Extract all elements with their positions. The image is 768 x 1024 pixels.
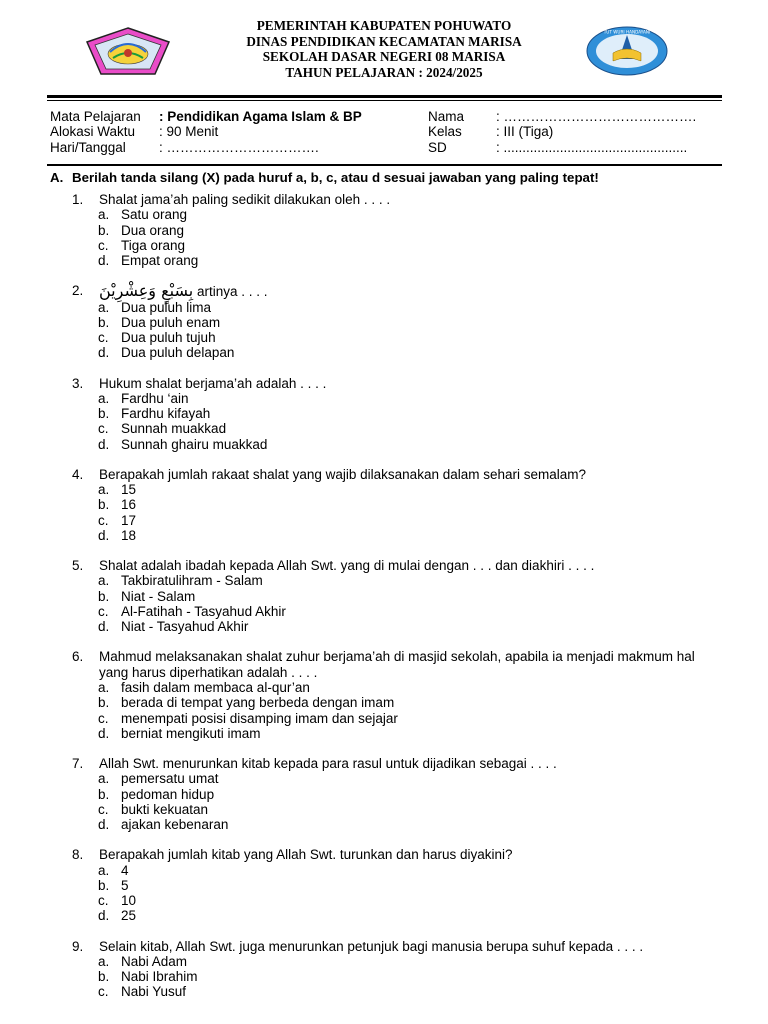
option-list [0, 207, 768, 268]
option-text: Dua puluh enam [121, 314, 221, 330]
option-text: Sunnah ghairu muakkad [121, 436, 268, 452]
header-divider-thick [47, 95, 722, 98]
info-divider [47, 164, 722, 166]
label-nama: Nama [428, 109, 465, 124]
option-letter: d. [98, 725, 110, 741]
option-d[interactable] [0, 908, 768, 923]
option-letter: c. [98, 710, 109, 726]
question-prompt: Mahmud melaksanakan shalat zuhur berjama’ah di masjid sekolah, apabila ia menjadi makmum hal yang harus diperhatikan adalah . . . . [99, 649, 695, 680]
option-c[interactable] [0, 984, 768, 999]
question-prompt: Berapakah jumlah rakaat shalat yang wajib dilaksanakan dalam sehari semalam? [99, 466, 587, 482]
question-prompt: artinya . . . . [196, 284, 268, 300]
option-letter: b. [98, 406, 110, 422]
option-list [0, 573, 768, 634]
option-letter: d. [98, 619, 110, 635]
option-d[interactable] [0, 253, 768, 268]
question-number: 3. [72, 375, 84, 391]
header-divider-thin [47, 100, 722, 101]
option-list [0, 482, 768, 543]
option-b[interactable] [0, 223, 768, 238]
option-letter: c. [98, 984, 109, 1000]
option-a[interactable] [0, 771, 768, 786]
question-6 [0, 649, 768, 741]
option-letter: d. [98, 908, 110, 924]
option-b[interactable] [0, 969, 768, 984]
option-c[interactable] [0, 513, 768, 528]
option-d[interactable] [0, 437, 768, 452]
option-text: Al-Fatihah - Tasyahud Akhir [121, 604, 286, 620]
question-2 [0, 283, 768, 360]
option-letter: a. [98, 573, 110, 589]
question-prompt: Allah Swt. menurunkan kitab kepada para rasul untuk dijadikan sebagai . . . . [99, 755, 557, 771]
question-text [99, 756, 719, 771]
question-number: 6. [72, 649, 84, 665]
option-letter: b. [98, 314, 110, 330]
option-letter: c. [98, 512, 109, 528]
option-letter: a. [98, 299, 110, 315]
question-text [99, 558, 719, 573]
option-text: Niat - Tasyahud Akhir [121, 619, 249, 635]
option-c[interactable] [0, 893, 768, 908]
option-letter: c. [98, 330, 109, 346]
option-letter: a. [98, 390, 110, 406]
option-text: 25 [121, 908, 137, 924]
question-4 [0, 467, 768, 543]
option-text: 4 [121, 862, 129, 878]
question-7 [0, 756, 768, 832]
option-c[interactable] [0, 604, 768, 619]
question-prompt: Shalat adalah ibadah kepada Allah Swt. yang di mulai dengan . . . dan diakhiri . . . . [99, 558, 595, 574]
question-text [99, 847, 719, 862]
option-letter: b. [98, 695, 110, 711]
option-text: Niat - Salam [121, 588, 196, 604]
option-letter: a. [98, 482, 110, 498]
header-line-2: DINAS PENDIDIKAN KECAMATAN MARISA [246, 33, 522, 49]
question-number: 9. [72, 938, 84, 954]
option-letter: d. [98, 253, 110, 269]
option-c[interactable] [0, 330, 768, 345]
option-letter: a. [98, 953, 110, 969]
option-text: 10 [121, 893, 137, 909]
option-c[interactable] [0, 421, 768, 436]
option-letter: b. [98, 588, 110, 604]
question-prompt: Hukum shalat berjama’ah adalah . . . . [99, 375, 327, 391]
option-b[interactable] [0, 589, 768, 604]
value-mata-pelajaran: : Pendidikan Agama Islam & BP [159, 109, 362, 124]
option-letter: a. [98, 680, 110, 695]
option-letter: c. [98, 893, 109, 909]
arabic-phrase: بِسَبْعٍ وَعِشْرِيْنَ [99, 281, 194, 301]
question-number: 7. [72, 755, 84, 771]
option-letter: d. [98, 817, 110, 833]
value-hari-tanggal: : ……………………………. [159, 139, 319, 155]
option-text: ajakan kebenaran [121, 817, 229, 833]
option-list [0, 954, 768, 1000]
value-sd: : ................................................. [496, 139, 688, 155]
option-letter: c. [98, 604, 109, 620]
info-left-labels [50, 109, 141, 155]
option-b[interactable] [0, 406, 768, 421]
value-alokasi-waktu: : 90 Menit [159, 124, 219, 140]
svg-text:TUT WURI HANDAYANI: TUT WURI HANDAYANI [603, 29, 651, 35]
option-text: bukti kekuatan [121, 801, 209, 817]
question-prompt: Berapakah jumlah kitab yang Allah Swt. turunkan dan harus diyakini? [99, 847, 513, 863]
info-left-values [159, 109, 362, 155]
option-text: fasih dalam membaca al-qur’an [121, 680, 310, 695]
option-text: menempati posisi disamping imam dan sejajar [121, 710, 398, 726]
option-letter: d. [98, 436, 110, 452]
option-text: berniat mengikuti imam [121, 725, 261, 741]
option-text: 5 [121, 877, 129, 893]
option-text: berada di tempat yang berbeda dengan imam [121, 695, 395, 711]
option-text: Dua puluh delapan [121, 345, 235, 361]
option-d[interactable] [0, 528, 768, 543]
option-a[interactable] [0, 680, 768, 695]
option-a[interactable] [0, 300, 768, 315]
option-text: Sunnah muakkad [121, 421, 227, 437]
label-sd: SD [428, 139, 447, 155]
option-text: Dua orang [121, 222, 185, 238]
question-list [0, 192, 768, 1015]
option-b[interactable] [0, 315, 768, 330]
question-3 [0, 376, 768, 452]
option-d[interactable] [0, 726, 768, 741]
option-letter: d. [98, 528, 110, 544]
option-text: Nabi Ibrahim [121, 969, 198, 985]
option-letter: b. [98, 877, 110, 893]
option-text: Takbiratulihram - Salam [121, 573, 263, 589]
question-number: 8. [72, 847, 84, 863]
option-c[interactable] [0, 802, 768, 817]
option-letter: b. [98, 969, 110, 985]
option-letter: c. [98, 421, 109, 437]
option-c[interactable] [0, 711, 768, 726]
question-8 [0, 847, 768, 923]
label-hari-tanggal: Hari/Tanggal [50, 139, 126, 155]
option-letter: c. [98, 237, 109, 253]
question-text [99, 649, 719, 680]
option-letter: c. [98, 801, 109, 817]
info-right-labels [428, 109, 464, 155]
option-d[interactable] [0, 345, 768, 360]
question-text [99, 376, 719, 391]
option-list [0, 300, 768, 361]
option-text: 17 [121, 512, 137, 528]
info-right-values [496, 109, 696, 155]
label-alokasi-waktu: Alokasi Waktu [50, 124, 136, 140]
question-1 [0, 192, 768, 268]
header-line-1: PEMERINTAH KABUPATEN POHUWATO [256, 18, 512, 33]
option-letter: a. [98, 771, 110, 787]
option-text: Fardhu kifayah [121, 406, 211, 422]
question-text [99, 467, 719, 482]
option-text: 16 [121, 497, 137, 513]
header-line-3: SEKOLAH DASAR NEGERI 08 MARISA [262, 49, 506, 64]
option-text: Fardhu ‘ain [121, 390, 189, 406]
question-number: 4. [72, 466, 84, 482]
option-text: pemersatu umat [121, 771, 219, 787]
option-b[interactable] [0, 497, 768, 512]
option-a[interactable] [0, 863, 768, 878]
option-text: pedoman hidup [121, 786, 215, 802]
option-b[interactable] [0, 787, 768, 802]
question-text [99, 283, 719, 299]
section-letter: A. [50, 170, 64, 185]
option-a[interactable] [0, 391, 768, 406]
question-5 [0, 558, 768, 634]
option-letter: a. [98, 207, 110, 223]
value-kelas: : III (Tiga) [496, 124, 554, 140]
question-prompt: Shalat jama’ah paling sedikit dilakukan oleh . . . . [99, 192, 391, 207]
option-text: 18 [121, 528, 137, 544]
question-text [99, 939, 719, 954]
option-text: Empat orang [121, 253, 199, 269]
option-b[interactable] [0, 695, 768, 710]
option-b[interactable] [0, 878, 768, 893]
option-d[interactable] [0, 817, 768, 832]
instruction-text: Berilah tanda silang (X) pada huruf a, b, c, atau d sesuai jawaban yang paling tepat! [72, 170, 599, 185]
option-c[interactable] [0, 238, 768, 253]
option-letter: b. [98, 497, 110, 513]
label-kelas: Kelas [428, 124, 462, 140]
option-text: Dua puluh tujuh [121, 330, 216, 346]
option-text: Tiga orang [121, 237, 186, 253]
option-list [0, 863, 768, 924]
question-number: 2. [72, 283, 84, 299]
option-list [0, 771, 768, 832]
option-a[interactable] [0, 482, 768, 497]
value-nama: : ……………………………………. [496, 109, 697, 124]
question-text [99, 192, 719, 207]
header-line-4: TAHUN PELAJARAN : 2024/2025 [285, 64, 483, 80]
option-d[interactable] [0, 619, 768, 634]
question-number: 5. [72, 558, 84, 574]
label-mata-pelajaran: Mata Pelajaran [50, 109, 141, 124]
option-text: Nabi Yusuf [121, 984, 187, 1000]
option-a[interactable] [0, 954, 768, 969]
option-text: Satu orang [121, 207, 188, 223]
option-list [0, 680, 768, 741]
option-text: Nabi Adam [121, 953, 188, 969]
question-9 [0, 939, 768, 1000]
option-letter: d. [98, 345, 110, 361]
option-list [0, 391, 768, 452]
option-letter: b. [98, 222, 110, 238]
option-a[interactable] [0, 207, 768, 222]
option-text: Dua puluh lima [121, 299, 212, 315]
section-instruction [50, 170, 599, 185]
option-letter: b. [98, 786, 110, 802]
option-a[interactable] [0, 573, 768, 588]
school-header [0, 18, 768, 80]
question-prompt: Selain kitab, Allah Swt. juga menurunkan petunjuk bagi manusia berupa suhuf kepada . . . . [99, 938, 644, 954]
question-number: 1. [72, 192, 84, 207]
option-text: 15 [121, 482, 137, 498]
option-letter: a. [98, 862, 110, 878]
